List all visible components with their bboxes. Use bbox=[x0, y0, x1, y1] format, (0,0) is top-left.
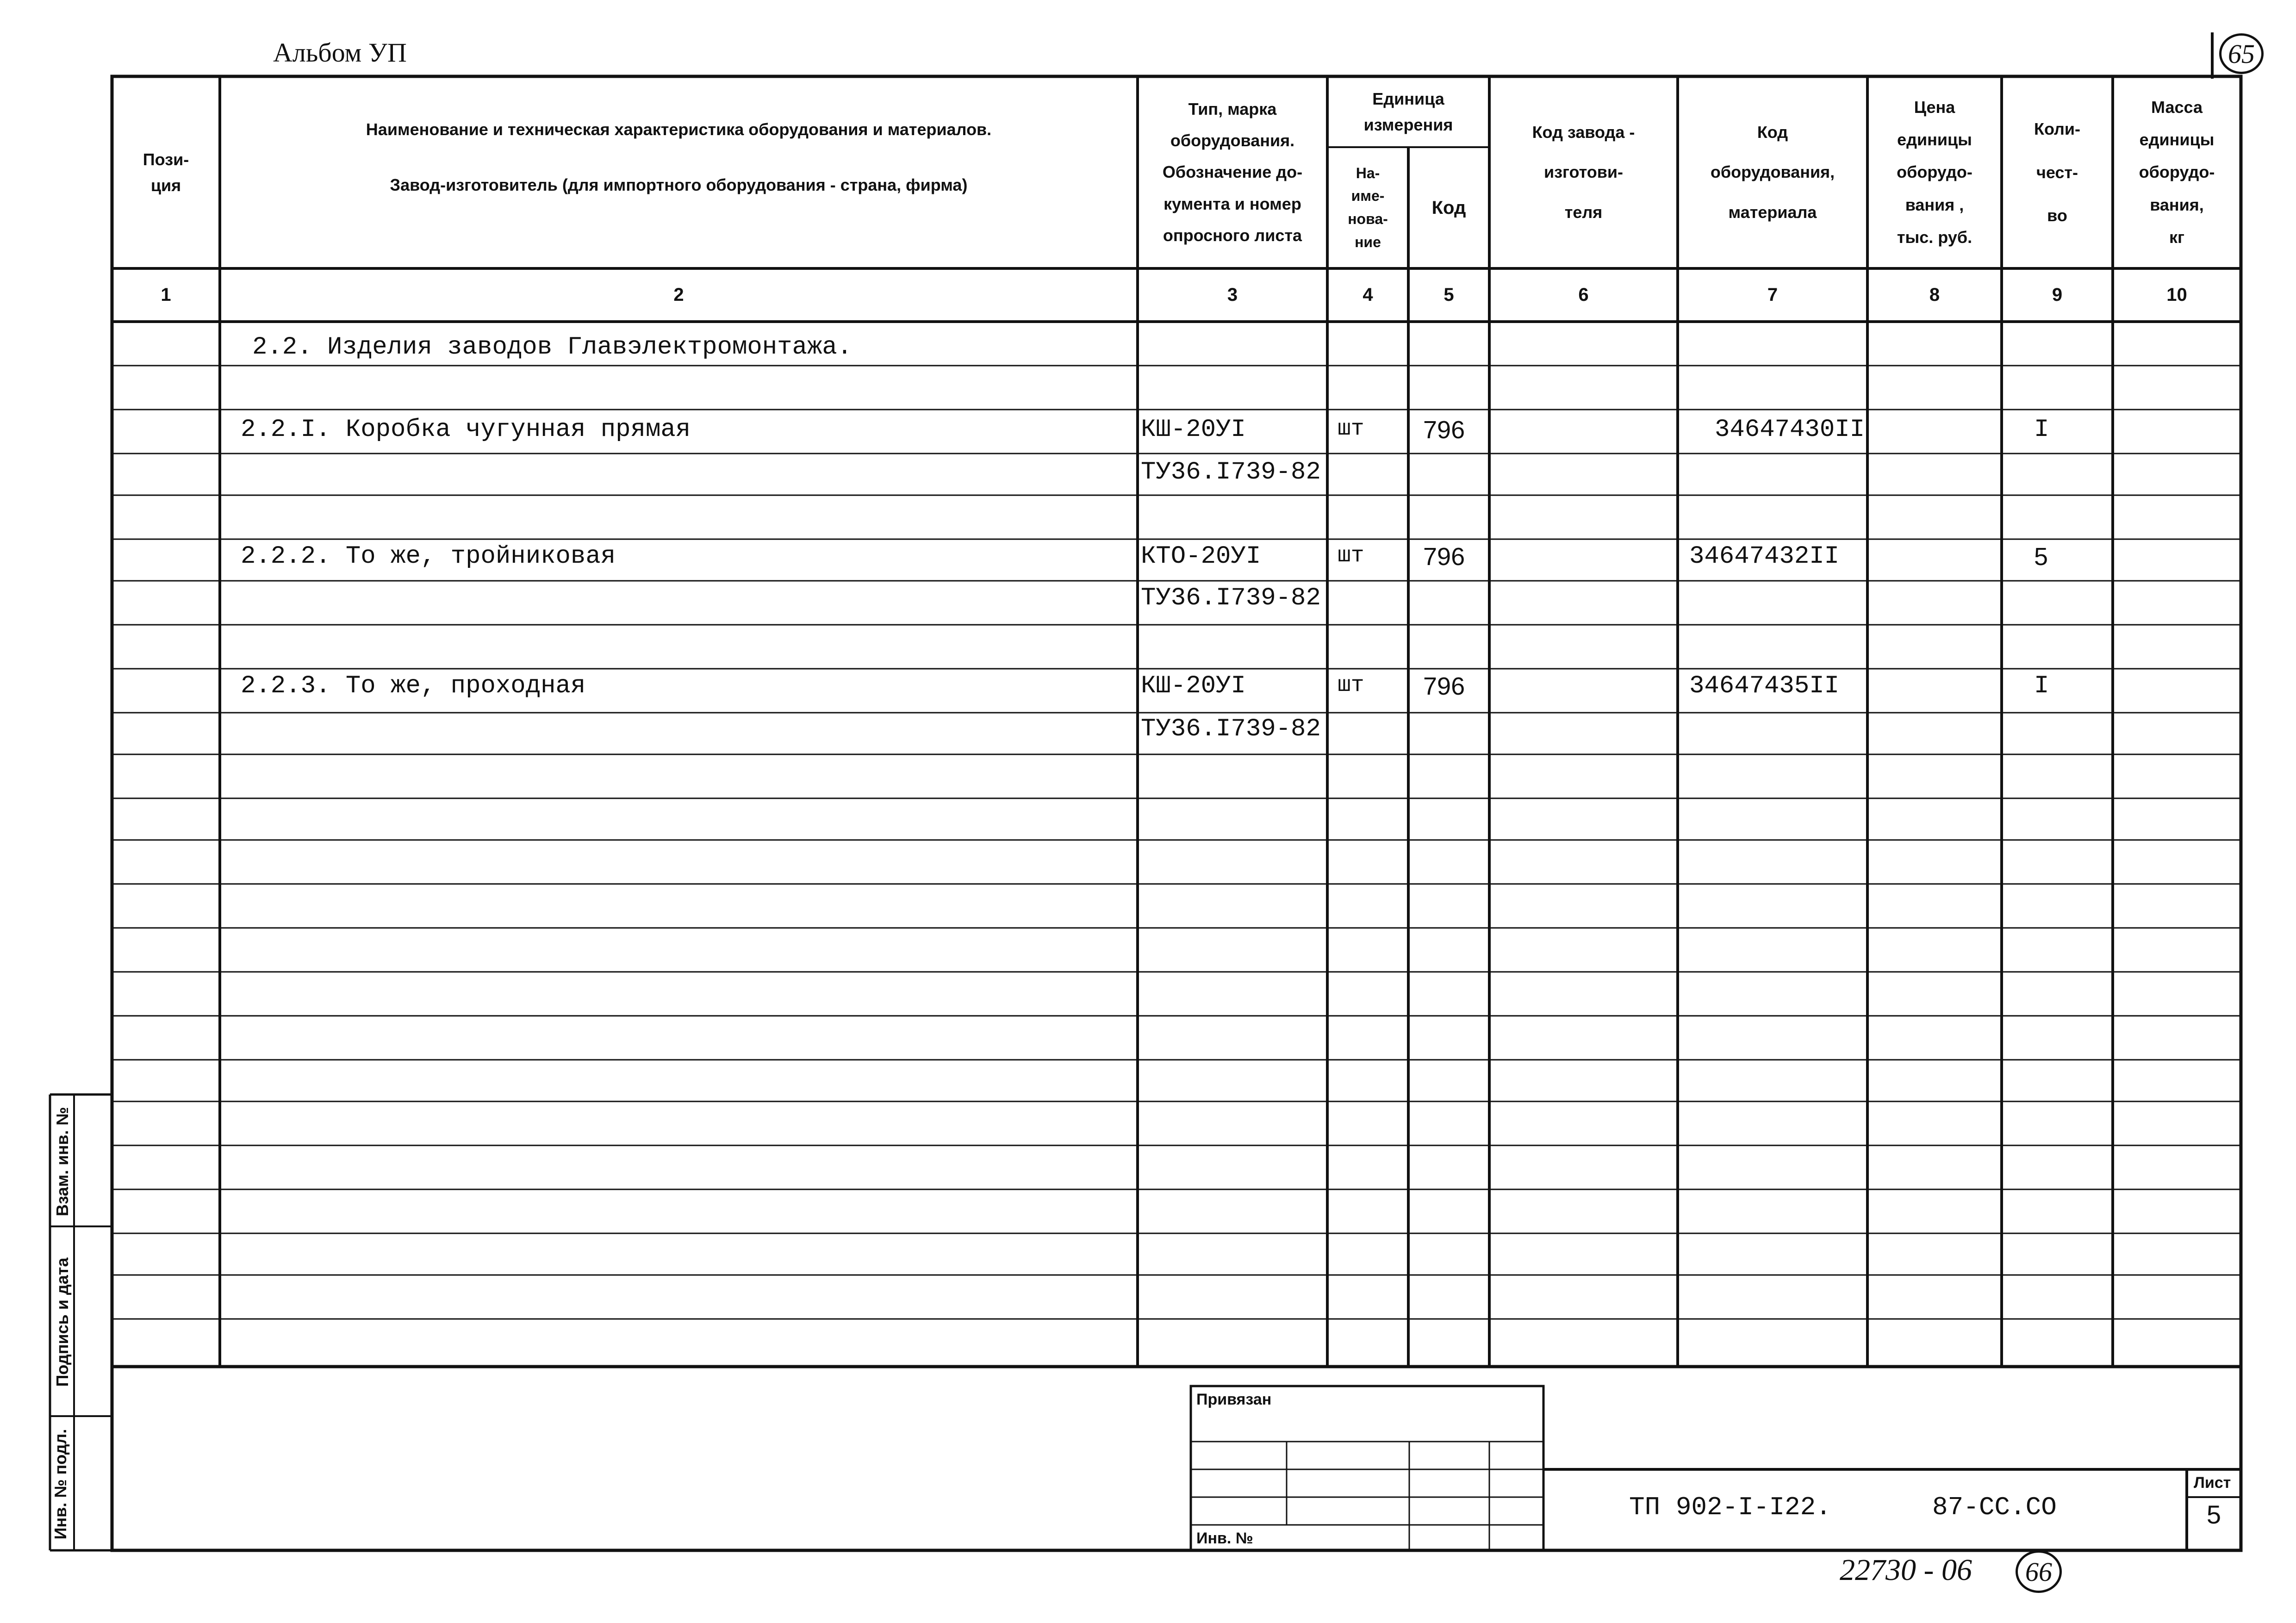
row-spec: ТУ36.I739-82 bbox=[1141, 458, 1321, 486]
handwritten-code: 22730 - 06 bbox=[1840, 1553, 1972, 1587]
col-number: 9 bbox=[2052, 285, 2063, 305]
header-quantity: Коли- чест- во bbox=[2034, 119, 2081, 225]
page-mark-bottom: 66 bbox=[2016, 1550, 2062, 1593]
side-label-sign-date: Подпись и дата bbox=[53, 1257, 72, 1387]
row-unit: шт bbox=[1338, 673, 1364, 698]
col-number: 4 bbox=[1363, 285, 1373, 305]
header-price: Цена единицы оборудо- вания , тыс. руб. bbox=[1897, 98, 1972, 247]
row-material-code: 34647430II bbox=[1715, 416, 1865, 444]
header-material-code: Код оборудования, материала bbox=[1710, 122, 1835, 222]
stamp-privyazan: Привязан bbox=[1196, 1391, 1272, 1408]
header-unit-code: Код bbox=[1431, 198, 1466, 218]
row-type: КШ-20УI bbox=[1141, 416, 1246, 444]
row-spec: ТУ36.I739-82 bbox=[1141, 715, 1321, 743]
side-label-inv-podl: Инв. № подл. bbox=[51, 1429, 70, 1540]
row-name: 2.2.3. То же, проходная bbox=[241, 672, 586, 700]
doc-suffix: 87-СС.СО bbox=[1932, 1492, 2057, 1522]
row-spec: ТУ36.I739-82 bbox=[1141, 584, 1321, 612]
doc-code: ТП 902-I-I22. bbox=[1629, 1492, 1831, 1522]
col-number: 6 bbox=[1578, 285, 1589, 305]
row-quantity: 5 bbox=[2034, 543, 2048, 571]
header-position: Пози- ция bbox=[143, 149, 189, 195]
col-number: 8 bbox=[1929, 285, 1940, 305]
album-title: Альбом УП bbox=[273, 37, 407, 68]
stamp-inv-no: Инв. № bbox=[1196, 1530, 1253, 1547]
row-code: 796 bbox=[1423, 543, 1465, 571]
header-name-line2: Завод-изготовитель (для импортного оборудования - страна, фирма) bbox=[390, 175, 968, 195]
row-quantity: I bbox=[2034, 672, 2049, 700]
col-number: 1 bbox=[161, 285, 171, 305]
header-type: Тип, марка оборудования. Обозначение до- кумента и номер опросного листа bbox=[1162, 99, 1303, 245]
sheet-number: 5 bbox=[2206, 1500, 2221, 1529]
sheet-label: Лист bbox=[2194, 1474, 2231, 1492]
col-number: 2 bbox=[673, 285, 684, 305]
section-title: 2.2. Изделия заводов Главэлектромонтажа. bbox=[252, 333, 852, 361]
header-factory-code: Код завода - изготови- теля bbox=[1532, 122, 1635, 222]
header-mass: Масса единицы оборудо- вания, кг bbox=[2139, 98, 2215, 247]
col-number: 3 bbox=[1227, 285, 1238, 305]
col-number: 7 bbox=[1767, 285, 1778, 305]
row-material-code: 34647432II bbox=[1689, 542, 1840, 571]
row-type: КТО-20УI bbox=[1141, 542, 1261, 571]
row-type: КШ-20УI bbox=[1141, 672, 1246, 700]
col-number: 10 bbox=[2166, 285, 2187, 305]
page-mark-top: 65 bbox=[2219, 33, 2264, 74]
header-name-line1: Наименование и техническая характеристика оборудования и материалов. bbox=[366, 120, 992, 139]
header-unit-name: На- име- нова- ние bbox=[1348, 164, 1388, 250]
col-number: 5 bbox=[1444, 285, 1454, 305]
row-name: 2.2.2. То же, тройниковая bbox=[241, 542, 616, 571]
row-unit: шт bbox=[1338, 417, 1364, 442]
row-code: 796 bbox=[1423, 416, 1465, 444]
row-quantity: I bbox=[2034, 416, 2049, 444]
side-label-inv-zam: Взам. инв. № bbox=[53, 1107, 72, 1217]
row-unit: шт bbox=[1338, 543, 1364, 568]
header-unit-group: Единица измерения bbox=[1363, 89, 1453, 134]
row-material-code: 34647435II bbox=[1689, 672, 1840, 700]
row-code: 796 bbox=[1423, 672, 1465, 700]
row-name: 2.2.I. Коробка чугунная прямая bbox=[241, 416, 691, 444]
